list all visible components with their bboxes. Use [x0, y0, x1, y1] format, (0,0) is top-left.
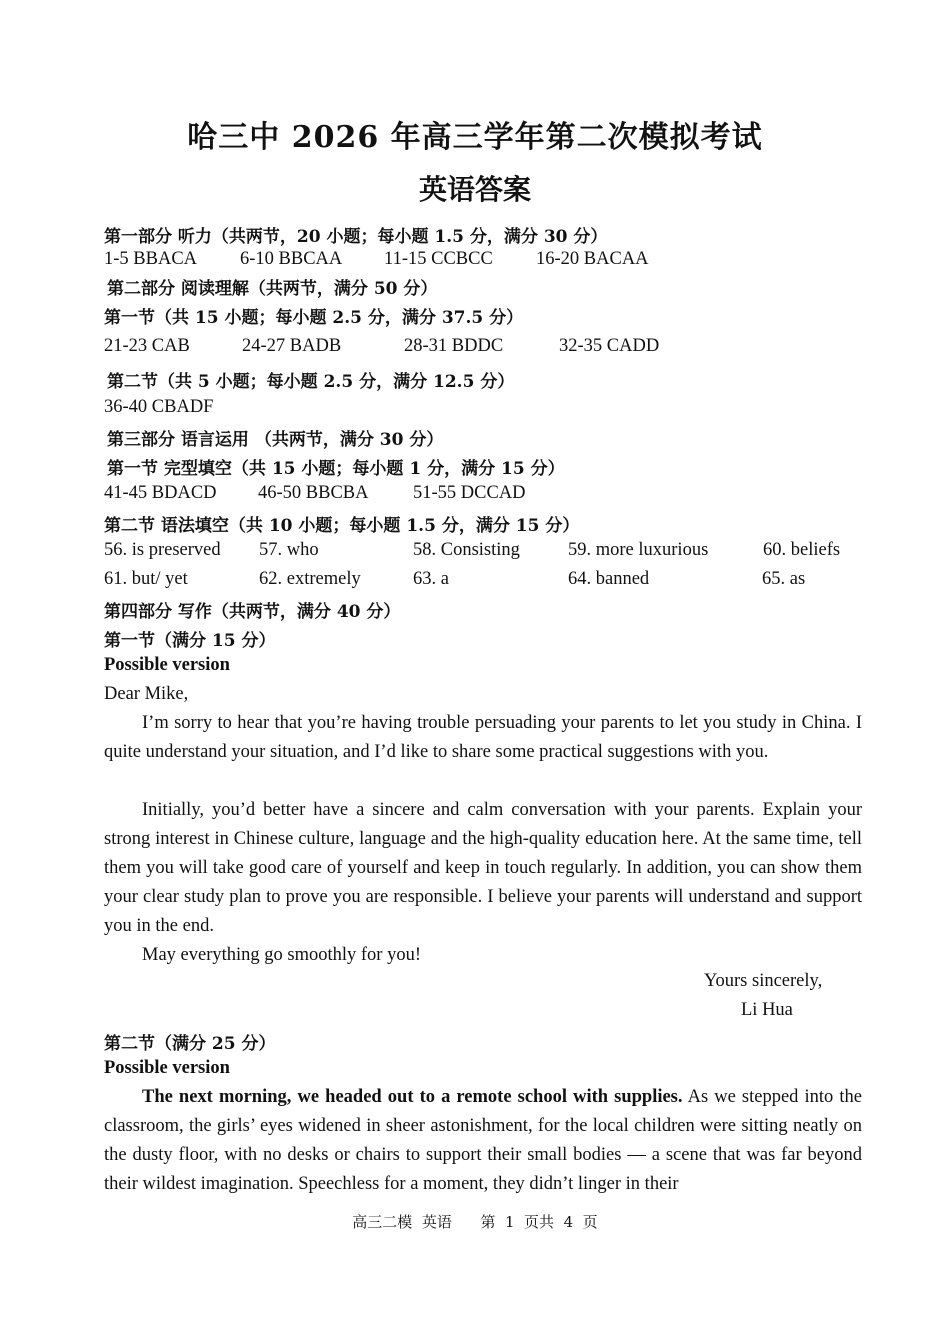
letter-paragraph-2: Initially, you’d better have a sincere and calm conversation with your parents. Explain your strong interest in Chinese culture, language and the high-quality education here. At the same time, tell them you will take good care of yourself and keep in touch regularly. In addition, you can show them your clear study plan to prove you are responsible. I believe your parents will understand and support you in the end.	[104, 800, 862, 936]
answer-group: 24-27 BADB	[242, 336, 342, 356]
letter-greeting: Dear Mike,	[104, 684, 189, 704]
grammar-answer: 58. Consisting	[413, 540, 520, 560]
part2-section1-heading: 第一节（共 15 小题；每小题 2.5 分，满分 37.5 分）	[104, 308, 524, 328]
answer-group: 11-15 CCBCC	[384, 249, 493, 269]
part4-section2-heading: 第二节（满分 25 分）	[104, 1034, 276, 1054]
possible-version-label: Possible version	[104, 1058, 230, 1078]
letter-paragraph-1: I’m sorry to hear that you’re having trouble persuading your parents to let you study in China. I quite understand your situation, and I’d like to share some practical suggestions with you.	[104, 713, 862, 762]
letter-signature: Li Hua	[741, 1000, 793, 1020]
exam-title: 哈三中 2026 年高三学年第二次模拟考试	[187, 120, 763, 155]
part2-section2-heading: 第二节（共 5 小题；每小题 2.5 分，满分 12.5 分）	[107, 372, 515, 392]
part1-heading: 第一部分 听力（共两节，20 小题；每小题 1.5 分，满分 30 分）	[104, 227, 608, 247]
part3-heading: 第三部分 语言运用 （共两节，满分 30 分）	[107, 430, 444, 450]
grammar-answer: 63. a	[413, 569, 449, 589]
grammar-answer: 56. is preserved	[104, 540, 221, 560]
continuation-text: As we stepped into the classroom, the girls’ eyes widened in sheer astonishment, for the local children were sitting neatly on the dusty floor, with no desks or chairs to support their small bodies — a scene that was far beyond their wildest imagination. Speechless for a moment, they didn’t linger in their	[104, 1087, 862, 1194]
letter-paragraph-3: May everything go smoothly for you!	[142, 945, 421, 965]
continuation-paragraph	[104, 1083, 862, 1199]
grammar-answer: 57. who	[259, 540, 319, 560]
page-footer: 高三二模 英语 第 1 页共 4 页	[352, 1213, 598, 1231]
part4-section1-heading: 第一节（满分 15 分）	[104, 631, 276, 651]
part3-section2-heading: 第二节 语法填空（共 10 小题；每小题 1.5 分，满分 15 分）	[104, 516, 580, 536]
answer-group: 6-10 BBCAA	[240, 249, 343, 269]
part2-heading: 第二部分 阅读理解（共两节，满分 50 分）	[107, 279, 438, 299]
answer-group: 21-23 CAB	[104, 336, 190, 356]
answer-group: 51-55 DCCAD	[413, 483, 526, 503]
grammar-answer: 62. extremely	[259, 569, 361, 589]
grammar-answer: 64. banned	[568, 569, 650, 589]
answer-group: 36-40 CBADF	[104, 397, 214, 417]
answer-group: 1-5 BBACA	[104, 249, 198, 269]
answer-group: 32-35 CADD	[559, 336, 660, 356]
possible-version-label: Possible version	[104, 655, 230, 675]
grammar-answer: 65. as	[762, 569, 806, 589]
answer-key-subtitle: 英语答案	[418, 173, 531, 206]
answer-group: 28-31 BDDC	[404, 336, 504, 356]
answer-group: 46-50 BBCBA	[258, 483, 369, 503]
part4-heading: 第四部分 写作（共两节，满分 40 分）	[104, 602, 401, 622]
grammar-answer: 60. beliefs	[763, 540, 841, 560]
answer-group: 16-20 BACAA	[536, 249, 649, 269]
grammar-answer: 61. but/ yet	[104, 569, 188, 589]
letter-closing: Yours sincerely,	[704, 971, 823, 991]
grammar-answer: 59. more luxurious	[568, 540, 709, 560]
part3-section1-heading: 第一节 完型填空（共 15 小题；每小题 1 分，满分 15 分）	[107, 459, 565, 479]
continuation-lead-sentence: The next morning, we headed out to a remote school with supplies.	[142, 1087, 683, 1107]
answer-group: 41-45 BDACD	[104, 483, 217, 503]
